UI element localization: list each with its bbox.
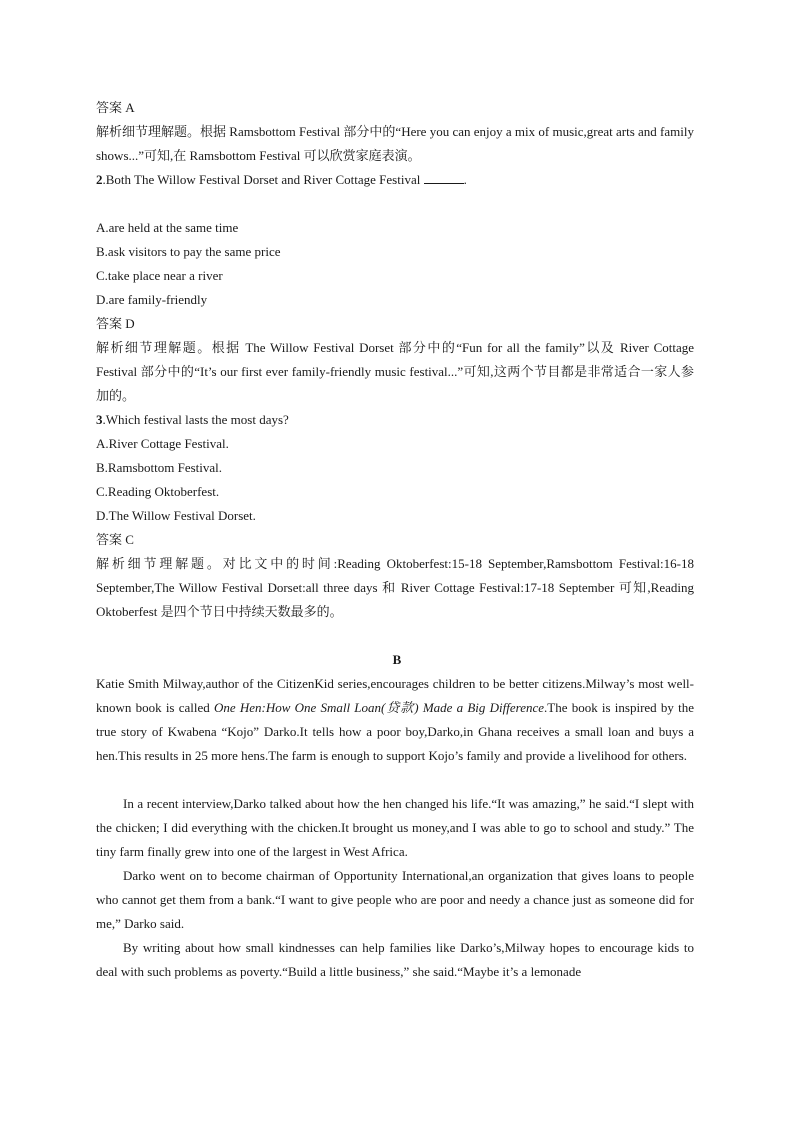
q3-option-a: A.River Cottage Festival. xyxy=(96,436,229,451)
q1-analysis: 解析细节理解题。根据 Ramsbottom Festival 部分中的“Here you can enjoy a mix of music,great arts and family shows...”可知,在 Ramsbottom Festival 可以欣赏家庭表演。 xyxy=(96,124,694,163)
q3-number: 3 xyxy=(96,412,103,427)
q2-stem-text: .Both The Willow Festival Dorset and River Cottage Festival xyxy=(102,172,424,187)
q3-option-b: B.Ramsbottom Festival. xyxy=(96,460,223,475)
passage-paragraph-2: In a recent interview,Darko talked about how the hen changed his life.“It was amazing,” he said.“I slept with the chicken; I did everything with the chicken.It brought us money,and I was able to go to school and study.” The tiny farm finally grew into one of the largest in West Africa. xyxy=(96,796,694,859)
passage-paragraph-3: Darko went on to become chairman of Opportunity International,an organization that gives loans to people who cannot get them from a bank.“I want to give people who are poor and needy a chance just as someone did for me,” Darko said. xyxy=(96,868,694,931)
q2-option-d: D.are family-friendly xyxy=(96,292,208,307)
q2-analysis: 解析细节理解题。根据 The Willow Festival Dorset 部分中的“Fun for all the family”以及 River Cottage Festival 部分中的“It’s our first ever family-friendly music festival...”可知,这两个节目都是非常适合一家人参加的。 xyxy=(96,340,694,403)
q2-stem xyxy=(96,172,467,188)
q3-analysis: 解析细节理解题。对比文中的时间:Reading Oktoberfest:15-18 September,Ramsbottom Festival:16-18 September,The Willow Festival Dorset:all three days 和 River Cottage Festival:17-18 September 可知,Reading Oktoberfest 是四个节日中持续天数最多的。 xyxy=(96,556,694,619)
q2-answer: 答案 D xyxy=(96,316,135,331)
q2-answer-blank xyxy=(424,173,464,184)
passage-paragraph-4: By writing about how small kindnesses can help families like Darko’s,Milway hopes to encourage kids to deal with such problems as poverty.“Build a little business,” she said.“Maybe it’s a lemonade xyxy=(96,940,694,979)
q3-option-d: D.The Willow Festival Dorset. xyxy=(96,508,256,523)
q3-stem xyxy=(96,412,289,428)
q2-option-b: B.ask visitors to pay the same price xyxy=(96,244,281,259)
passage-p1-part-a: Katie Smith Milway,author of the CitizenKid series,encourages children to be better citizens.Milway’s most well-known book is called xyxy=(96,676,694,715)
q3-answer: 答案 C xyxy=(96,532,134,547)
q2-stem-end: . xyxy=(463,172,467,187)
passage-paragraph-1 xyxy=(96,672,694,768)
passage-p1-part-b: .The book is inspired by the true story of Kwabena “Kojo” Darko.It tells how a poor boy,Darko,in Ghana receives a small loan and buys a hen.This results in 25 more hens.The farm is enough to support Kojo’s family and provide a livelihood for others. xyxy=(96,700,694,763)
q2-number: 2 xyxy=(96,172,103,187)
book-title: One Hen:How One Small Loan(贷款) Made a Big Difference xyxy=(213,700,545,715)
q2-option-c: C.take place near a river xyxy=(96,268,223,283)
q1-answer: 答案 A xyxy=(96,100,135,115)
q3-option-c: C.Reading Oktoberfest. xyxy=(96,484,220,499)
q3-stem-text: .Which festival lasts the most days? xyxy=(102,412,289,427)
q2-option-a: A.are held at the same time xyxy=(96,220,239,235)
section-b-heading: B xyxy=(392,652,402,667)
